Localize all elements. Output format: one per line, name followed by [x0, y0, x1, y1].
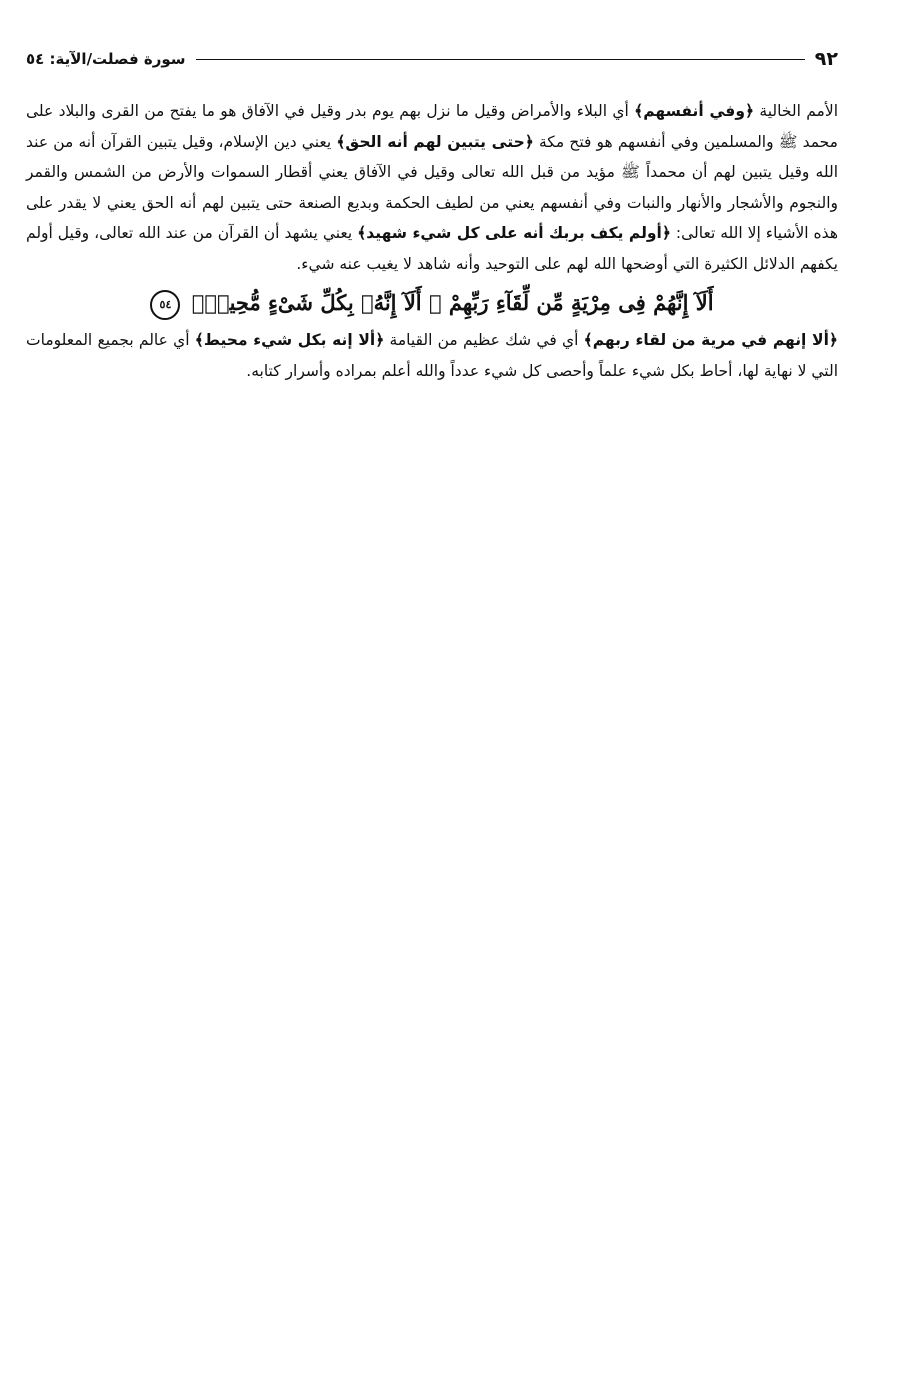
quran-quote: ﴿حتى يتبين لهم أنه الحق﴾	[336, 132, 534, 151]
quran-quote: ﴿ألا إنهم في مرية من لقاء ربهم﴾	[583, 331, 838, 349]
quran-verse	[26, 285, 838, 321]
page-number: ٩٢	[814, 48, 838, 70]
surah-reference: سورة فصلت/الآية: ٥٤	[26, 50, 186, 68]
text-segment: يعني دين الإسلام، وقيل يتبين القرآن أنه من عند الله وقيل يتبين لهم أن محمداً ﷺ مؤيد من قبل الله تعالى وقيل في الآفاق يعني أقطار السموات والأرض من الشمس والقمر والنجوم والأشجار والأنهار والنبات وفي أنفسهم يعني من لطيف الحكمة وبديع الصنعة حتى يتبين لهم أنه الحق يعني لا يقدر على هذه الأشياء إلا الله تعالى:	[26, 132, 838, 242]
header-rule	[196, 59, 805, 60]
quran-quote: ﴿أولم يكف بربك أنه على كل شيء شهيد﴾	[357, 224, 671, 242]
quran-quote: ﴿وفي أنفسهم﴾	[634, 102, 755, 120]
page-header	[26, 42, 838, 76]
text-segment: الأمم الخالية	[759, 102, 838, 120]
quran-quote: ﴿ألا إنه بكل شيء محيط﴾	[194, 331, 385, 349]
text-segment: أي عالم بجميع المعلومات التي لا نهاية لها، أحاط بكل شيء علماً وأحصى كل شيء عدداً والله أعلم بمراده وأسرار كتابه.	[26, 331, 838, 380]
text-segment: يعني يشهد أن القرآن من عند الله تعالى، وقيل أولم يكفهم الدلائل الكثيرة التي أوضحها الله لهم على التوحيد وأنه شاهد لا يغيب عنه شيء.	[26, 224, 838, 273]
commentary-paragraph-2	[26, 325, 838, 386]
verse-text: أَلَآ إِنَّهُمْ فِى مِرْيَةٍ مِّن لِّقَآءِ رَبِّهِمْ ۗ أَلَآ إِنَّهُۥ بِكُلِّ شَىْءٍ مُّحِيطٌۢ	[191, 290, 714, 315]
text-segment: أي في شك عظيم من القيامة	[384, 331, 584, 349]
text-segment: أي البلاء والأمراض وقيل ما نزل بهم يوم بدر وقيل في الآفاق هو ما يفتح من القرى والبلاد على محمد ﷺ والمسلمين وفي أنفسهم هو فتح مكة	[26, 102, 838, 151]
ayah-number-marker: ٥٤	[150, 290, 180, 320]
body-text	[26, 96, 838, 386]
commentary-paragraph-1	[26, 96, 838, 279]
